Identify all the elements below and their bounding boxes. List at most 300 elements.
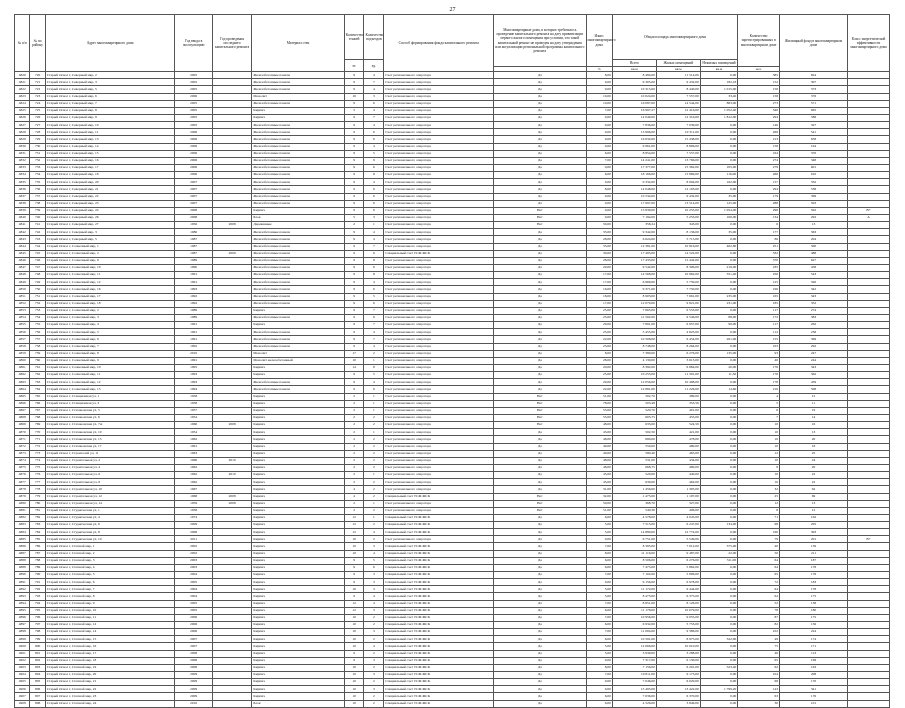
table-cell: Да — [494, 443, 586, 450]
table-cell: 1987 — [175, 243, 212, 250]
table-cell: Счет регионального оператора — [384, 286, 494, 293]
table-cell: 4838 — [15, 200, 30, 207]
table-cell — [212, 643, 252, 650]
table-cell: 0,00 — [700, 222, 737, 229]
table-cell: 7 750,00 — [656, 286, 700, 293]
table-cell: 730 — [30, 143, 45, 150]
table-row — [15, 400, 890, 407]
table-cell: 156 — [779, 622, 847, 629]
table-cell: 7 046,00 — [612, 679, 656, 686]
table-cell: 0,00 — [700, 129, 737, 136]
table-cell: 1961 — [175, 443, 212, 450]
table-cell: 745 — [30, 250, 45, 257]
table-cell: Железобетонные панели — [252, 314, 344, 321]
table-cell: 1 015,00 — [700, 86, 737, 93]
table-cell: 4901 — [15, 650, 30, 657]
table-cell: 8 136,00 — [656, 229, 700, 236]
table-cell: 1958 — [175, 507, 212, 514]
table-cell: 7 102,00 — [612, 572, 656, 579]
table-cell: 9 487,00 — [656, 550, 700, 557]
table-cell: 146 — [738, 122, 780, 129]
table-cell: Кирпич — [252, 436, 344, 443]
table-cell: 754 — [30, 314, 45, 321]
table-cell: 11 116,00 — [612, 550, 656, 557]
table-cell: 801 — [30, 650, 45, 657]
table-cell: Счет регионального оператора — [384, 143, 494, 150]
table-cell: 48,00 — [586, 464, 612, 471]
table-cell: Старый Оскол г, Степной мкр, 19 — [45, 664, 175, 671]
table-cell: Счет регионального оператора — [384, 372, 494, 379]
table-cell: 35,00 — [586, 243, 612, 250]
table-cell: 370 — [779, 150, 847, 157]
table-cell — [848, 100, 890, 107]
table-cell: 4855 — [15, 322, 30, 329]
table-cell: 2007 — [175, 200, 212, 207]
table-cell: 12 — [344, 529, 364, 536]
table-cell: Кирпич — [252, 522, 344, 529]
table-cell: 0,00 — [700, 150, 737, 157]
table-cell: 4849 — [15, 279, 30, 286]
table-cell: Железобетонные панели — [252, 86, 344, 93]
table-cell: Железобетонные панели — [252, 300, 344, 307]
table-cell: 14 048,00 — [612, 186, 656, 193]
table-cell: 16 — [344, 93, 364, 100]
table-cell: Нет — [494, 493, 586, 500]
table-cell: Да — [494, 643, 586, 650]
table-cell: 520,70 — [612, 407, 656, 414]
table-cell: 9 — [344, 579, 364, 586]
table-row — [15, 529, 890, 536]
table-cell: 125 — [738, 279, 780, 286]
table-cell: 1991 — [175, 322, 212, 329]
table-cell — [848, 357, 890, 364]
table-cell: Блок — [252, 700, 344, 707]
table-cell: Кирпич — [252, 507, 344, 514]
table-cell: 4 — [738, 393, 780, 400]
table-cell — [848, 272, 890, 279]
table-cell: Кирпич — [252, 450, 344, 457]
table-cell: Старый Оскол г, Солнечный мкр, 9 — [45, 357, 175, 364]
table-cell — [212, 557, 252, 564]
table-cell: 0,00 — [700, 579, 737, 586]
table-cell: 2 — [344, 450, 364, 457]
table-cell: 5 — [364, 372, 384, 379]
table-row — [15, 122, 890, 129]
table-cell: Да — [494, 650, 586, 657]
table-cell — [212, 200, 252, 207]
table-cell: Кирпич — [252, 593, 344, 600]
table-cell: 2009 — [175, 522, 212, 529]
table-cell: 1989 — [175, 257, 212, 264]
table-cell: 1 475,00 — [612, 493, 656, 500]
table-cell: 0,00 — [586, 657, 612, 664]
table-cell: Кирпич — [252, 629, 344, 636]
table-cell: 2009 — [212, 250, 252, 257]
table-cell: 680,00 — [612, 436, 656, 443]
table-cell: 724 — [30, 100, 45, 107]
table-cell: 64 — [738, 593, 780, 600]
table-cell: Железобетонные панели — [252, 243, 344, 250]
table-cell: Старый Оскол г, Строительная ул, 4 — [45, 464, 175, 471]
table-cell: 0,00 — [586, 686, 612, 693]
table-cell: Старый Оскол г, Северный мкр, 5 — [45, 86, 175, 93]
table-cell: 6,00 — [586, 622, 612, 629]
table-cell — [848, 436, 890, 443]
table-cell: 20,00 — [586, 379, 612, 386]
table-row — [15, 157, 890, 164]
table-cell: 1958 — [175, 400, 212, 407]
table-cell: 7,00 — [586, 543, 612, 550]
table-cell: 3 — [364, 657, 384, 664]
table-cell: 178 — [738, 379, 780, 386]
table-cell: Счет регионального оператора — [384, 336, 494, 343]
table-cell: 5,00 — [586, 586, 612, 593]
table-cell: Старый Оскол г, Степной мкр, 20 — [45, 672, 175, 679]
table-cell: 14 522,00 — [656, 250, 700, 257]
table-cell: 4883 — [15, 522, 30, 529]
table-cell: 2005 — [175, 72, 212, 79]
table-cell: Да — [494, 136, 586, 143]
table-cell: 9 — [344, 129, 364, 136]
table-cell: 4864 — [15, 386, 30, 393]
table-cell: Специальный счет ТСЖ ЖСК — [384, 686, 494, 693]
table-cell: 0,00 — [700, 307, 737, 314]
table-cell: Нет — [494, 507, 586, 514]
table-cell: Да — [494, 179, 586, 186]
table-cell: 113 — [779, 650, 847, 657]
table-cell — [848, 486, 890, 493]
table-cell: Кирпич — [252, 472, 344, 479]
table-cell: Счет регионального оператора — [384, 414, 494, 421]
table-cell: 17,00 — [586, 279, 612, 286]
table-cell: 327 — [779, 122, 847, 129]
table-cell: 804 — [30, 672, 45, 679]
table-cell: Кирпич — [252, 550, 344, 557]
table-cell: 8 — [364, 257, 384, 264]
table-cell: 22 — [779, 472, 847, 479]
table-cell: 176 — [738, 364, 780, 371]
table-cell: 211 — [779, 550, 847, 557]
table-cell: 1960 — [175, 422, 212, 429]
table-cell: 6 — [364, 250, 384, 257]
table-cell: 20,00 — [586, 265, 612, 272]
table-cell: 9 — [344, 257, 364, 264]
table-cell: 294 — [738, 115, 780, 122]
table-cell — [212, 564, 252, 571]
table-cell: 10 — [738, 422, 780, 429]
unit-residents: чел. — [738, 67, 780, 72]
table-cell: 8 126,00 — [656, 600, 700, 607]
table-cell: 2 — [364, 486, 384, 493]
table-cell: Специальный счет ТСЖ ЖСК — [384, 657, 494, 664]
table-cell — [212, 593, 252, 600]
table-cell — [212, 686, 252, 693]
table-cell: 2005 — [175, 79, 212, 86]
col-floors: Количество этажей — [344, 15, 364, 60]
table-cell: Железобетонные панели — [252, 265, 344, 272]
table-cell — [212, 72, 252, 79]
table-cell: 13 422,00 — [656, 686, 700, 693]
table-cell: Счет регионального оператора — [384, 314, 494, 321]
table-cell: Старый Оскол г, Солнечный мкр, 10 — [45, 364, 175, 371]
table-cell — [212, 122, 252, 129]
table-cell: 737 — [30, 193, 45, 200]
table-cell: 4846 — [15, 257, 30, 264]
table-cell: 739 — [30, 207, 45, 214]
table-row — [15, 136, 890, 143]
table-cell: 28,00 — [586, 257, 612, 264]
table-cell — [848, 479, 890, 486]
table-cell: 6,00 — [586, 150, 612, 157]
table-cell: 9 156,00 — [612, 579, 656, 586]
table-cell: 2008 — [175, 207, 212, 214]
table-cell: 17,00 — [586, 300, 612, 307]
table-cell: 4 — [364, 72, 384, 79]
table-cell — [212, 179, 252, 186]
table-cell — [212, 314, 252, 321]
table-cell: 727 — [30, 122, 45, 129]
table-cell: Да — [494, 572, 586, 579]
table-cell: 8 854,00 — [612, 150, 656, 157]
table-cell: 4860 — [15, 357, 30, 364]
table-row — [15, 586, 890, 593]
table-cell — [212, 272, 252, 279]
table-cell: 4889 — [15, 564, 30, 571]
table-cell: 6 553,00 — [656, 307, 700, 314]
table-cell: 1967 — [175, 486, 212, 493]
table-cell: Кирпич — [252, 414, 344, 421]
table-cell: 0,00 — [700, 479, 737, 486]
table-cell: 6,00 — [586, 636, 612, 643]
table-row — [15, 643, 890, 650]
table-cell: 2 — [344, 507, 364, 514]
table-cell: Старый Оскол г, Солнечный мкр, 7 — [45, 343, 175, 350]
table-cell: Железобетонные панели — [252, 386, 344, 393]
table-cell — [848, 107, 890, 114]
col-needs-repair: Многоквартирные дома, в которых требовалось проведение капитального ремонта на дату приватизации первого жилого помещения при условии, что такой капитальный ремонт не проведен на дату утверждения или актуализации региональной программы капитального ремонта — [494, 15, 586, 67]
table-cell: 9 — [344, 286, 364, 293]
table-cell: 752 — [30, 300, 45, 307]
table-cell: 135,00 — [700, 350, 737, 357]
table-cell: 10 — [738, 436, 780, 443]
table-cell: 332 — [779, 179, 847, 186]
table-cell: Старый Оскол г, Солнечный мкр, 2 — [45, 250, 175, 257]
table-cell: 12 774,00 — [656, 529, 700, 536]
table-cell: Нет — [494, 222, 586, 229]
table-cell: Счет регионального оператора — [384, 479, 494, 486]
table-row — [15, 93, 890, 100]
table-cell: 152 — [738, 79, 780, 86]
table-cell: Специальный счет ТСЖ ЖСК — [384, 579, 494, 586]
table-cell: 9 — [344, 229, 364, 236]
table-cell: Счет регионального оператора — [384, 86, 494, 93]
table-cell: 5,00 — [586, 522, 612, 529]
table-cell: 190 — [738, 529, 780, 536]
table-cell — [848, 636, 890, 643]
table-cell: 2005 — [175, 86, 212, 93]
table-cell: 1991 — [175, 272, 212, 279]
table-cell: Кирпич — [252, 564, 344, 571]
table-cell: 4841 — [15, 222, 30, 229]
table-cell: 62 — [738, 664, 780, 671]
table-cell: 320 — [779, 279, 847, 286]
table-cell: Да — [494, 386, 586, 393]
col-year-built: Год ввода в эксплуатацию — [175, 15, 212, 72]
table-cell: Старый Оскол г, Солнечный мкр, 10 — [45, 265, 175, 272]
table-cell: Да — [494, 343, 586, 350]
table-cell: 79 — [738, 536, 780, 543]
table-cell: 52 — [738, 600, 780, 607]
table-cell: 3 — [364, 572, 384, 579]
table-cell: 2 — [344, 393, 364, 400]
table-row — [15, 272, 890, 279]
table-cell: Старый Оскол г, Солнечный мкр, 2 — [45, 307, 175, 314]
table-cell: Да — [494, 79, 586, 86]
col-area-res: Жилых помещений — [656, 60, 700, 67]
table-cell: 40 — [738, 543, 780, 550]
table-cell: Старый Оскол г, Степной мкр, 9 — [45, 600, 175, 607]
table-cell — [848, 329, 890, 336]
table-cell — [212, 357, 252, 364]
table-cell: 18 166,00 — [612, 172, 656, 179]
table-cell: Старый Оскол г, Солнечный мкр, 11 — [45, 272, 175, 279]
table-cell: Кирпич — [252, 643, 344, 650]
table-cell: 117 — [738, 307, 780, 314]
table-cell: Специальный счет ТСЖ ЖСК — [384, 250, 494, 257]
table-cell: Счет регионального оператора — [384, 300, 494, 307]
table-cell: 30,00 — [586, 250, 612, 257]
table-cell: Железобетонные панели — [252, 193, 344, 200]
table-cell — [212, 115, 252, 122]
table-cell: Старый Оскол г, Стахановская ул, 10 — [45, 429, 175, 436]
table-cell: 4844 — [15, 243, 30, 250]
table-cell: 12 — [344, 522, 364, 529]
table-row — [15, 343, 890, 350]
table-cell — [848, 165, 890, 172]
table-cell: Железобетонные панели — [252, 200, 344, 207]
table-cell: 279 — [738, 165, 780, 172]
table-cell: 194 — [779, 143, 847, 150]
table-cell: 244 — [779, 357, 847, 364]
table-cell: 4 — [364, 529, 384, 536]
table-cell: Старый Оскол г, Солнечный мкр, 3 — [45, 314, 175, 321]
table-cell: 332 — [738, 250, 780, 257]
table-cell: Нет — [494, 422, 586, 429]
table-cell: 45,00 — [586, 429, 612, 436]
table-cell: 3 — [364, 543, 384, 550]
table-cell: 4847 — [15, 265, 30, 272]
table-cell: 342 — [779, 286, 847, 293]
table-cell: Старый Оскол г, Степной мкр, 21 — [45, 679, 175, 686]
table-cell: 86 — [738, 236, 780, 243]
table-cell: 748 — [30, 272, 45, 279]
col-residents: Количество зарегистрированных в многоквартирном доме — [738, 15, 780, 67]
table-cell — [212, 650, 252, 657]
table-cell — [212, 607, 252, 614]
table-cell: 2006 — [175, 136, 212, 143]
table-cell: 9 — [344, 115, 364, 122]
table-cell: 10 — [344, 536, 364, 543]
table-cell: Кирпич — [252, 672, 344, 679]
table-cell: 117 — [738, 322, 780, 329]
table-cell: 143 — [738, 686, 780, 693]
table-cell: Да — [494, 586, 586, 593]
table-cell — [212, 393, 252, 400]
table-cell: 1987 — [175, 236, 212, 243]
table-cell: 10 — [738, 443, 780, 450]
table-cell: 10 — [344, 686, 364, 693]
table-cell: 725 — [30, 107, 45, 114]
table-cell: 767 — [30, 407, 45, 414]
table-cell: 340 — [738, 107, 780, 114]
table-cell: 25 — [738, 493, 780, 500]
table-cell: 25,00 — [586, 307, 612, 314]
table-cell — [848, 579, 890, 586]
table-cell: Да — [494, 464, 586, 471]
table-cell: 9 — [344, 86, 364, 93]
table-cell: Нет — [494, 393, 586, 400]
table-cell — [212, 207, 252, 214]
table-cell: 1 456,00 — [612, 486, 656, 493]
table-cell: 11 502,00 — [612, 314, 656, 321]
table-row — [15, 664, 890, 671]
table-row — [15, 200, 890, 207]
table-cell: Железобетонные панели — [252, 179, 344, 186]
table-cell: 134,00 — [700, 522, 737, 529]
table-cell: 4886 — [15, 543, 30, 550]
table-cell: 2 — [344, 414, 364, 421]
table-cell: 4 — [344, 493, 364, 500]
table-cell: Старый Оскол г, Солнечный мкр, 17 — [45, 293, 175, 300]
table-cell: 0,00 — [700, 329, 737, 336]
table-cell — [848, 372, 890, 379]
table-cell: Кирпич — [252, 486, 344, 493]
table-cell — [212, 636, 252, 643]
table-cell: 0,00 — [700, 443, 737, 450]
table-cell: Счет регионального оператора — [384, 429, 494, 436]
table-cell: Старый Оскол г, Степной мкр, 12 — [45, 622, 175, 629]
table-cell: Специальный счет ТСЖ ЖСК — [384, 636, 494, 643]
table-cell: Да — [494, 429, 586, 436]
table-cell: 383 — [779, 314, 847, 321]
table-cell: 4842 — [15, 229, 30, 236]
table-cell: 9,00 — [586, 122, 612, 129]
table-cell: 4870 — [15, 429, 30, 436]
table-cell: 6 — [364, 265, 384, 272]
table-cell: 1958 — [175, 393, 212, 400]
table-cell: 766 — [30, 400, 45, 407]
table-cell: Старый Оскол г, Степной мкр, 23 — [45, 693, 175, 700]
table-cell: Старый Оскол г, Степной мкр, 17 — [45, 650, 175, 657]
table-cell: 4 — [344, 486, 364, 493]
table-cell: 224 — [779, 629, 847, 636]
table-cell — [848, 286, 890, 293]
table-cell: 4873 — [15, 450, 30, 457]
table-cell: 755 — [30, 322, 45, 329]
table-cell: 2 — [364, 693, 384, 700]
table-cell: 10 956,00 — [612, 614, 656, 621]
table-cell: 9 — [344, 172, 364, 179]
table-cell — [848, 236, 890, 243]
table-cell: Железобетонные панели — [252, 100, 344, 107]
table-row — [15, 143, 890, 150]
table-cell: 797 — [30, 622, 45, 629]
col-area-total: Всего — [612, 60, 656, 67]
table-cell: 4822 — [15, 86, 30, 93]
table-cell: Кирпич — [252, 614, 344, 621]
table-cell: 4823 — [15, 93, 30, 100]
table-cell: Железобетонные панели — [252, 129, 344, 136]
